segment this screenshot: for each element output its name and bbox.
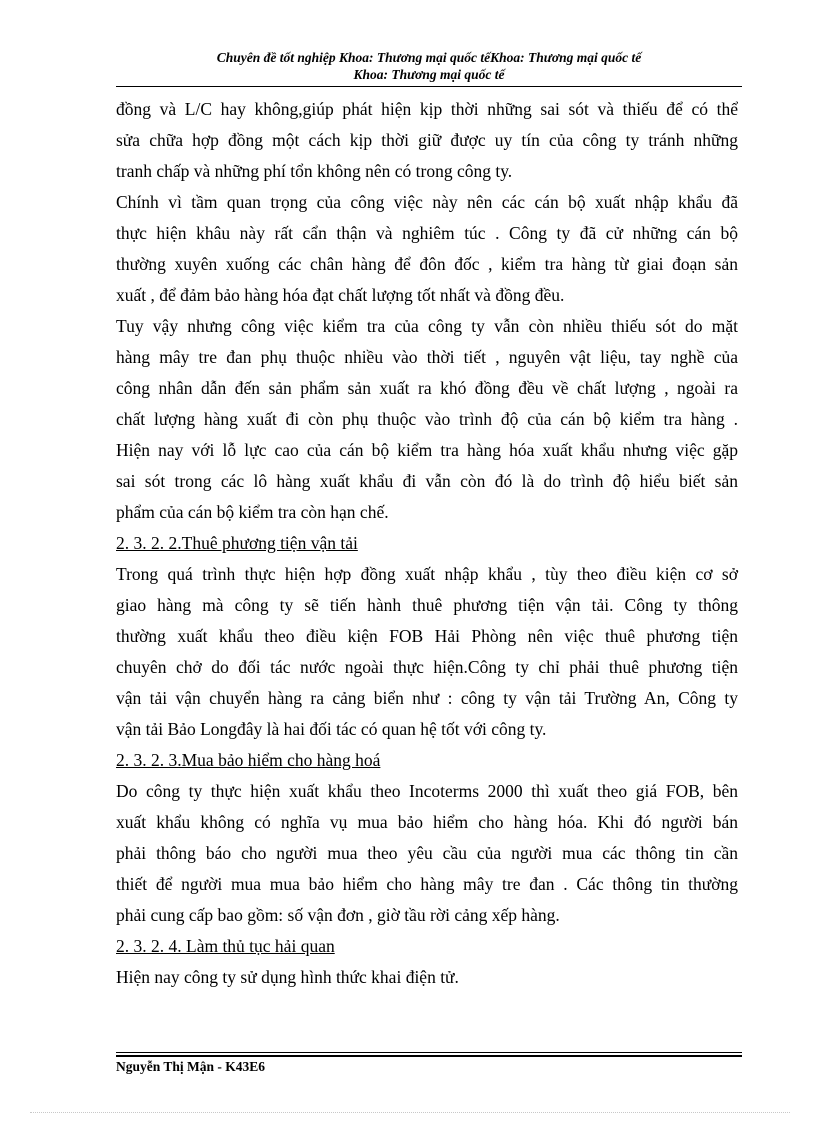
body-text-line: Chính vì tầm quan trọng của công việc này nên các cán bộ xuất nhập khẩu đã bbox=[116, 192, 738, 212]
body-text-line: chuyên chở do đối tác nước ngoài thực hiện.Công ty chỉ phải thuê phương tiện bbox=[116, 657, 738, 677]
body-text-line: sửa chữa hợp đồng một cách kịp thời giữ được uy tín của công ty tránh những bbox=[116, 130, 738, 150]
footer-rule-thick bbox=[116, 1055, 742, 1057]
body-text-line: giao hàng mà công ty sẽ tiến hành thuê phương tiện vận tải. Công ty thông bbox=[116, 595, 738, 615]
body-text-line: phải cung cấp bao gồm: số vận đơn , giờ tầu rời cảng xếp hàng. bbox=[116, 905, 560, 925]
section-heading: 2. 3. 2. 3.Mua bảo hiểm cho hàng hoá bbox=[116, 750, 381, 770]
body-text-line: tranh chấp và những phí tổn không nên có trong công ty. bbox=[116, 161, 513, 181]
body-text-line: công nhân dẫn đến sản phẩm sản xuất ra khó đồng đều về chất lượng , ngoài ra bbox=[116, 378, 738, 398]
body-text-line: Trong quá trình thực hiện hợp đồng xuất nhập khẩu , tùy theo điều kiện cơ sở bbox=[116, 564, 738, 584]
body-text-line: vận tải Bảo Longđây là hai đối tác có quan hệ tốt với công ty. bbox=[116, 719, 547, 739]
body-text-line: vận tải vận chuyển hàng ra cảng biển như : công ty vận tải Trường An, Công ty bbox=[116, 688, 738, 708]
header-rule bbox=[116, 86, 742, 87]
page-bottom-dotted-line bbox=[30, 1112, 790, 1113]
body-text-line: xuất , để đảm bảo hàng hóa đạt chất lượng tốt nhất và đồng đều. bbox=[116, 285, 565, 305]
body-text-line: thường xuất khẩu theo điều kiện FOB Hải Phòng nên việc thuê phương tiện bbox=[116, 626, 738, 646]
body-text-line: phẩm của cán bộ kiểm tra còn hạn chế. bbox=[116, 502, 389, 522]
page-header bbox=[116, 49, 742, 83]
body-text-line: Tuy vậy nhưng công việc kiểm tra của công ty vẫn còn nhiều thiếu sót do mặt bbox=[116, 316, 738, 336]
body-text-line: thường xuyên xuống các chân hàng để đôn đốc , kiểm tra hàng từ giai đoạn sản bbox=[116, 254, 738, 274]
body-text-line: Do công ty thực hiện xuất khẩu theo Incoterms 2000 thì xuất theo giá FOB, bên bbox=[116, 781, 738, 801]
footer-author: Nguyễn Thị Mận - K43E6 bbox=[116, 1059, 266, 1074]
body-text-line: xuất khẩu không có nghĩa vụ mua bảo hiểm cho hàng hóa. Khi đó người bán bbox=[116, 812, 738, 832]
header-line-2: Khoa: Thương mại quốc tế bbox=[353, 67, 505, 82]
section-heading: 2. 3. 2. 2.Thuê phương tiện vận tải bbox=[116, 533, 358, 553]
body-text-line: chất lượng hàng xuất đi còn phụ thuộc vào trình độ của cán bộ kiểm tra hàng . bbox=[116, 409, 738, 429]
body-text-line: thiết để người mua mua bảo hiểm cho hàng mây tre đan . Các thông tin thường bbox=[116, 874, 738, 894]
body-text-line: sai sót trong các lô hàng xuất khẩu đi vẫn còn đó là do trình độ hiểu biết sản bbox=[116, 471, 738, 491]
document-body bbox=[116, 94, 738, 993]
body-text-line: đồng và L/C hay không,giúp phát hiện kịp thời những sai sót và thiếu để có thể bbox=[116, 99, 738, 119]
body-text-line: Hiện nay công ty sử dụng hình thức khai điện tử. bbox=[116, 967, 459, 987]
body-text-line: phải thông báo cho người mua theo yêu cầu của người mua các thông tin cần bbox=[116, 843, 738, 863]
body-text-line: thực hiện khâu này rất cẩn thận và nghiêm túc . Công ty đã cử những cán bộ bbox=[116, 223, 738, 243]
header-line-1: Chuyên đề tốt nghiệp Khoa: Thương mại quốc tếKhoa: Thương mại quốc tế bbox=[216, 50, 642, 65]
body-text-line: hàng mây tre đan phụ thuộc nhiều vào thời tiết , nguyên vật liệu, tay nghề của bbox=[116, 347, 738, 367]
body-text-line: Hiện nay với lỗ lực cao của cán bộ kiểm tra hàng hóa xuất khẩu nhưng việc gặp bbox=[116, 440, 738, 460]
section-heading: 2. 3. 2. 4. Làm thủ tục hải quan bbox=[116, 936, 335, 956]
footer-rule-thin bbox=[116, 1052, 742, 1053]
